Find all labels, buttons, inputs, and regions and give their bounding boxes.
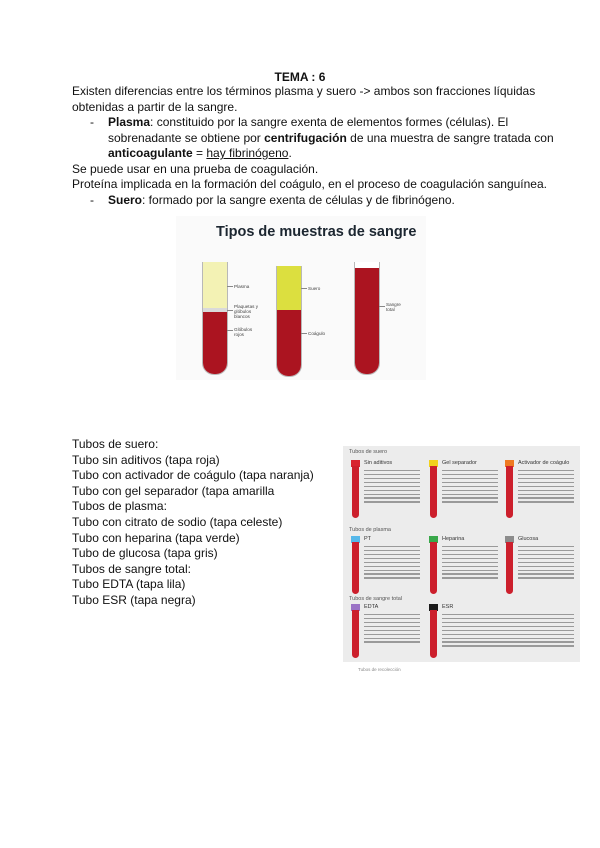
list-line: Tubo con gel separador (tapa amarilla [72, 483, 275, 498]
fibrinogeno-note: hay fibrinógeno [206, 146, 289, 160]
section-plasma: Tubos de plasma [349, 527, 391, 533]
tube-cell [427, 460, 501, 520]
list-line: Tubo sin aditivos (tapa roja) [72, 452, 220, 467]
tube-name: ESR [442, 604, 454, 610]
bullet-dash: - [90, 192, 94, 207]
blood-samples-figure [176, 216, 426, 380]
section-suero: Tubos de suero [349, 449, 388, 455]
label-coagulo: Coágulo [308, 331, 326, 336]
tube-name: Activador de coágulo [518, 460, 570, 466]
tubes-list [72, 437, 314, 609]
tube-description [364, 611, 420, 643]
label-sangre-total: Sangre total [386, 302, 401, 312]
plasma-line-2-start: sobrenadante se obtiene por [108, 130, 265, 145]
tube-name: Glucosa [518, 536, 539, 542]
tube-cell [503, 536, 577, 596]
tube-cell [427, 604, 577, 660]
tube-cell [427, 536, 501, 596]
tube-body [506, 542, 513, 594]
plasma-term: Plasma [108, 115, 151, 129]
tube-body [352, 466, 359, 518]
label-globulos-rojos: Glóbulos rojos [234, 327, 253, 337]
clot-layer [277, 310, 301, 376]
list-line: Tubo de glucosa (tapa gris) [72, 546, 218, 561]
red-cells-layer [203, 312, 227, 374]
label-line [227, 330, 233, 331]
serum-tube [276, 266, 302, 377]
whole-blood-tube [354, 262, 380, 375]
plasma-layer [203, 262, 227, 308]
list-line: Tubos de suero: [72, 437, 159, 451]
list-line: Tubo con citrato de sodio (tapa celeste) [72, 514, 283, 529]
label-line [227, 310, 233, 311]
serum-layer [277, 266, 301, 310]
label-suero: Suero [308, 286, 321, 291]
tube-name: Heparina [442, 536, 465, 542]
tube-name: Gel separador [442, 460, 477, 466]
whole-blood-layer [355, 268, 379, 374]
list-line: Tubo con heparina (tapa verde) [72, 530, 240, 545]
intro-line-2: obtenidas a partir de la sangre. [72, 99, 238, 114]
intro-line-1: Existen diferencias entre los términos plasma y suero -> ambos son fracciones líquidas [72, 84, 536, 98]
tube-name: Sin aditivos [364, 460, 393, 466]
tube-description [518, 467, 574, 503]
tube-body [506, 466, 513, 518]
tube-name: PT [364, 536, 372, 542]
page-title: TEMA : 6 [274, 70, 326, 84]
tube-body [352, 542, 359, 594]
tube-description [442, 611, 574, 647]
figure-caption: Tubos de recolección [358, 667, 401, 672]
tube-description [364, 467, 420, 503]
list-line: Tubos de plasma: [72, 499, 167, 514]
suero-definition: : formado por la sangre exenta de células y de fibrinógeno. [142, 192, 455, 207]
list-line: Tubo EDTA (tapa lila) [72, 577, 186, 592]
section-sangre-total: Tubos de sangre total [349, 596, 402, 602]
plasma-definition: : constituido por la sangre exenta de elementos formes (células). El [150, 115, 509, 129]
plasma-tube [202, 262, 228, 375]
suero-term: Suero [108, 192, 143, 207]
period: . [288, 146, 292, 160]
tube-cell [503, 460, 577, 520]
list-line: Tubos de sangre total: [72, 561, 191, 576]
tube-description [518, 543, 574, 579]
tube-description [364, 543, 420, 579]
bullet-dash: - [90, 115, 94, 129]
list-line: Tubo ESR (tapa negra) [72, 592, 196, 607]
tube-description [442, 543, 498, 579]
tube-description [442, 467, 498, 503]
centrifugacion-term: centrifugación [264, 130, 347, 145]
para-line-1: Se puede usar en una prueba de coagulación. [72, 161, 319, 176]
tube-cell [349, 604, 423, 660]
collection-tubes-figure [343, 446, 580, 662]
list-line: Tubo con activador de coágulo (tapa naranja) [72, 468, 314, 483]
label-plasma: Plasma [234, 284, 250, 289]
tube-body [430, 466, 437, 518]
plasma-line-2-end: de una muestra de sangre tratada con [346, 130, 554, 145]
para-line-2: Proteína implicada en la formación del coágulo, en el proceso de coagulación sanguínea. [72, 177, 547, 191]
tube-body [430, 542, 437, 594]
equals-sign: = [192, 146, 207, 160]
tube-body [430, 610, 437, 658]
label-plaquetas: Plaquetas y glóbulos blancos [234, 304, 259, 319]
figure-title: Tipos de muestras de sangre [216, 224, 417, 240]
anticoagulante-term: anticoagulante [108, 146, 193, 160]
label-line [227, 286, 233, 287]
label-line [301, 333, 307, 334]
label-line [379, 306, 385, 307]
tube-body [352, 610, 359, 658]
tube-name: EDTA [364, 604, 379, 610]
tube-cell [349, 460, 423, 520]
label-line [301, 288, 307, 289]
tube-cell [349, 536, 423, 596]
